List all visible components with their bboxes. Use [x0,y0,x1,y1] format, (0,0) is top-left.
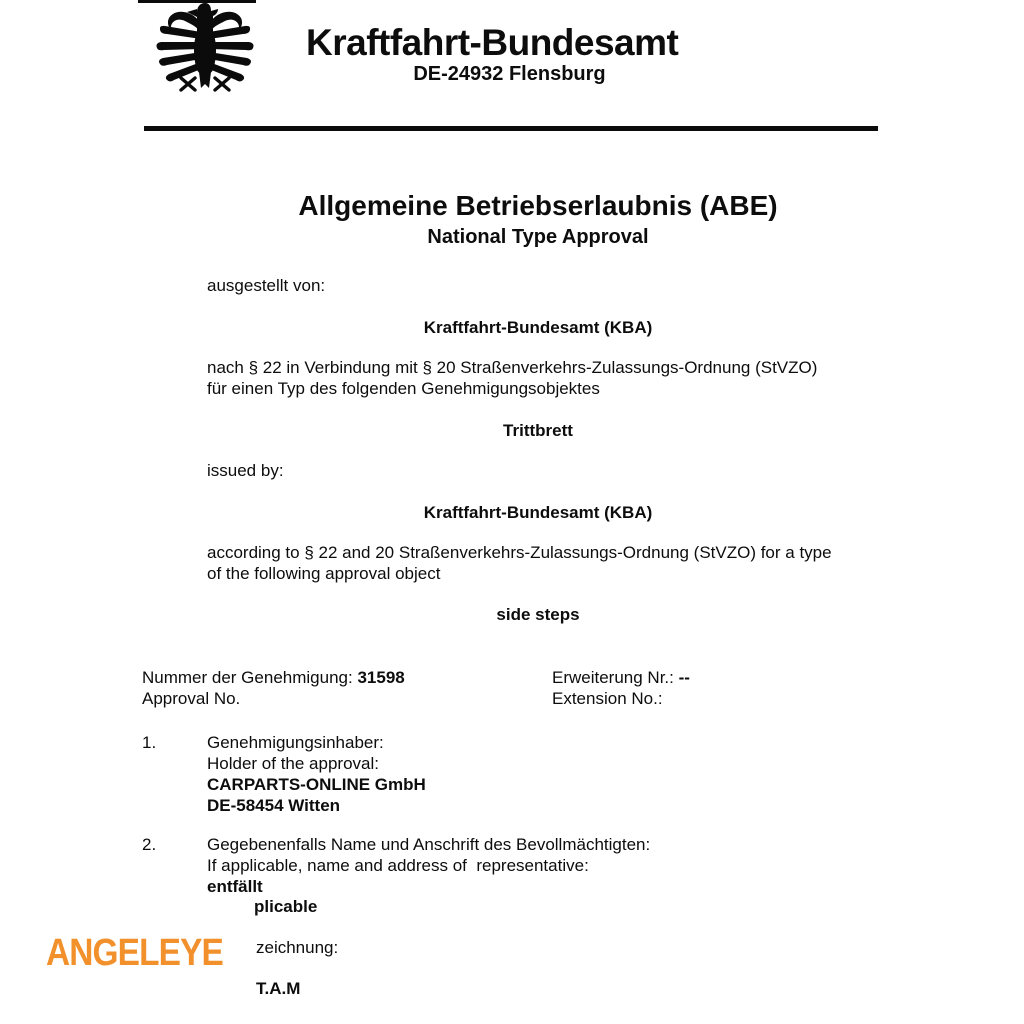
approval-number-label-de: Nummer der Genehmigung: [142,668,353,687]
document-title-de: Allgemeine Betriebserlaubnis (ABE) [298,190,778,221]
header-divider [144,126,878,131]
item-1-number: 1. [142,733,157,752]
agency-address: DE-24932 Flensburg [413,63,606,85]
issuing-authority-de: Kraftfahrt-Bundesamt (KBA) [423,318,653,337]
issued-by-label-de: ausgestellt von: [207,276,326,295]
extension-number-label-en: Extension No.: [552,689,663,708]
item-1-label-de: Genehmigungsinhaber: [207,733,384,752]
holder-city: DE-58454 Witten [207,796,341,815]
item-2-label-en: If applicable, name and address of representative: [207,856,589,875]
legal-text-en-line1: according to § 22 and 20 Straßenverkehrs-Zulassungs-Ordnung (StVZO) for a type [207,543,832,562]
approval-number-line [142,668,405,688]
legal-text-en-line2: of the following approval object [207,564,441,583]
extension-number-label-de: Erweiterung Nr.: [552,668,674,687]
approval-number-label-en: Approval No. [142,689,241,708]
item-2-number: 2. [142,835,157,854]
extension-number-value: -- [678,668,690,687]
federal-eagle-icon [155,2,255,100]
legal-text-de-line1: nach § 22 in Verbindung mit § 20 Straßenverkehrs-Zulassungs-Ordnung (StVZO) [207,358,818,377]
approval-object-de: Trittbrett [503,421,573,440]
issuing-authority-en: Kraftfahrt-Bundesamt (KBA) [423,503,653,522]
approval-number-value: 31598 [357,668,405,687]
agency-name: Kraftfahrt-Bundesamt [306,22,679,63]
issued-by-label-en: issued by: [207,461,284,480]
angeleye-watermark: ANGELEYE [46,932,223,974]
item-2-value-en-partial: plicable [254,897,318,916]
obscured-value-fragment: T.A.M [256,979,301,998]
item-2-label-de: Gegebenenfalls Name und Anschrift des Bevollmächtigten: [207,835,651,854]
item-1-label-en: Holder of the approval: [207,754,379,773]
item-2-value-de: entfällt [207,877,263,896]
legal-text-de-line2: für einen Typ des folgenden Genehmigungsobjektes [207,379,600,398]
obscured-label-fragment: zeichnung: [256,938,339,957]
approval-object-en: side steps [496,605,580,624]
holder-name: CARPARTS-ONLINE GmbH [207,775,426,794]
document-title-en: National Type Approval [427,226,649,248]
extension-number-line [552,668,690,688]
